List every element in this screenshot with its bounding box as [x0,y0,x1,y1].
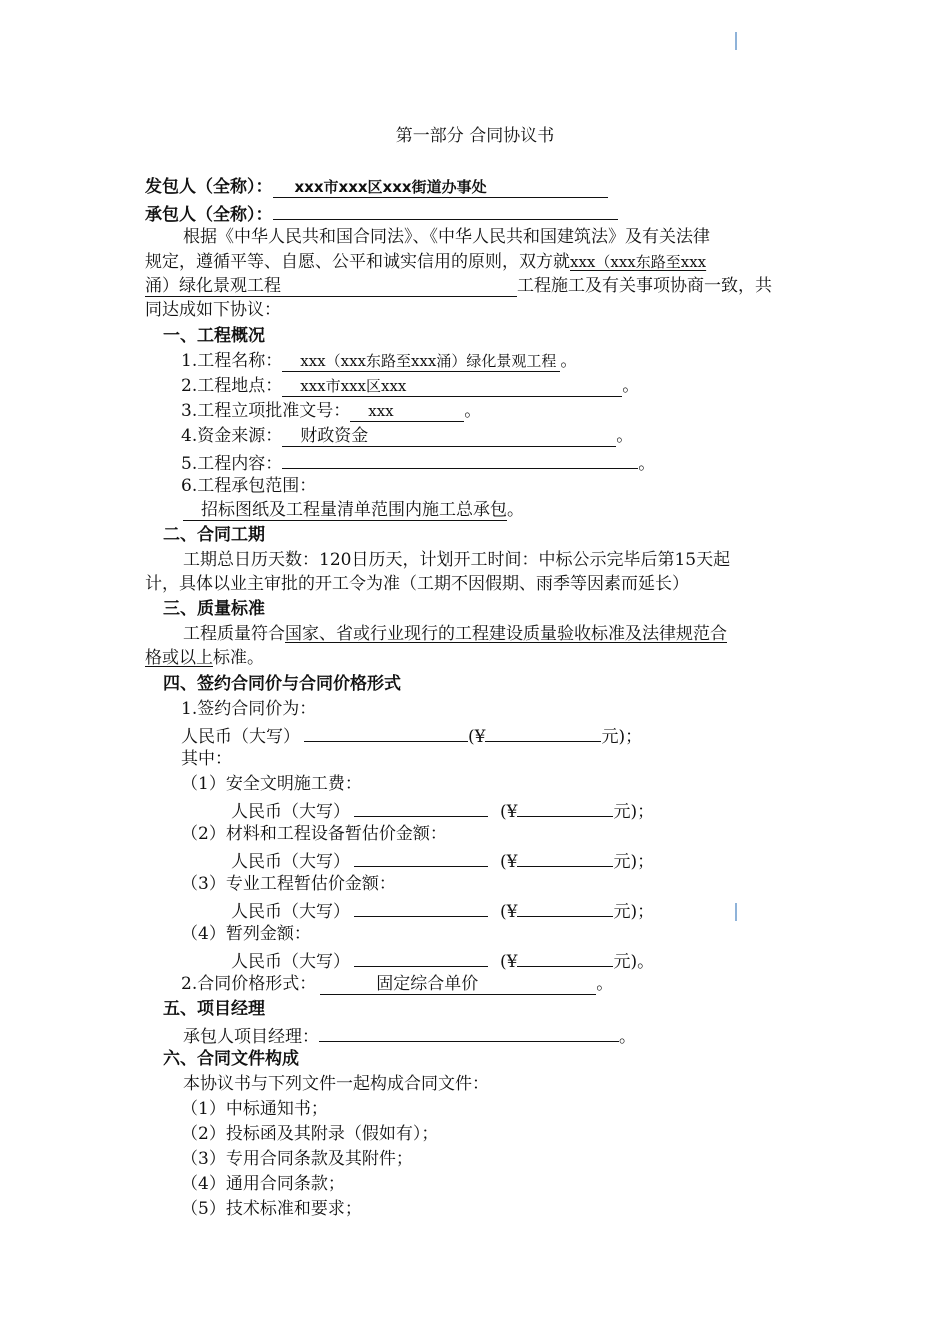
price-form-label: 2.合同价格形式： [181,974,317,994]
scope-value: 招标图纸及工程量清单范围内施工总承包 [183,500,507,521]
yen-amount-blank [517,947,613,967]
scope-label: 6.工程承包范围： [181,476,317,496]
documents-intro: 本协议书与下列文件一起构成合同文件： [183,1074,489,1094]
intro-text: 规定，遵循平等、自愿、公平和诚实信用的原则，双方就 [145,252,570,272]
page-title: 第一部分 合同协议书 [395,126,555,146]
document-item: （4）通用合同条款； [181,1174,345,1194]
duration-line-2: 计，具体以业主审批的开工令为准（工期不因假期、雨季等因素而延长） [145,574,689,594]
quality-line-1 [183,622,727,646]
project-content-line [181,449,655,473]
contract-price-line [181,722,642,746]
intro-line-4: 同达成如下协议： [145,300,281,320]
period: 。 [464,401,482,421]
cursor-mark-middle [735,903,737,921]
provisional-sum-label: （4）暂列金额： [181,924,311,944]
yen-open: (¥ [500,902,518,922]
section-1-heading: 一、工程概况 [163,326,265,346]
yuan-close: 元)； [613,852,655,872]
rmb-words-blank [354,847,488,867]
section-3-heading: 三、质量标准 [163,599,265,619]
period: 。 [507,500,524,520]
material-estimate-line [231,847,654,871]
intro-line-1: 根据《中华人民共和国合同法》、《中华人民共和国建筑法》及有关法律 [183,227,710,247]
scope-line [183,498,524,522]
quality-standard: 国家、省或行业现行的工程建设质量验收标准及法律规范合 [285,624,727,644]
period: 。 [616,426,634,446]
employer-line [145,175,608,199]
rmb-label: 人民币（大写） [231,902,350,922]
rmb-words-blank [354,947,488,967]
project-location-value: xxx市xxx区xxx [282,376,622,397]
document-item: （3）专用合同条款及其附件； [181,1149,413,1169]
contractor-line [145,200,618,224]
section-4-heading: 四、签约合同价与合同价格形式 [163,674,401,694]
material-estimate-label: （2）材料和工程设备暂估价金额： [181,824,447,844]
project-name-part1: xxx（xxx东路至xxx [570,253,707,271]
fund-source-value: 财政资金 [282,426,616,447]
period: 。 [622,376,640,396]
document-item: （1）中标通知书； [181,1099,328,1119]
rmb-label: 人民币（大写） [231,952,350,972]
project-name-part2: 涌）绿化景观工程 [145,276,517,297]
period: 。 [596,974,614,994]
project-name-value: xxx（xxx东路至xxx涌）绿化景观工程 [282,351,560,372]
section-2-heading: 二、合同工期 [163,525,265,545]
contractor-blank [273,200,618,220]
rmb-label: 人民币（大写） [231,852,350,872]
special-works-line [231,897,654,921]
project-location-label: 2.工程地点： [181,376,283,396]
yen-amount-blank [517,847,613,867]
intro-line-2 [145,250,706,274]
project-name-label: 1.工程名称： [181,351,283,371]
yen-amount-blank [485,722,601,742]
approval-label: 3.工程立项批准文号： [181,401,351,421]
yuan-close: 元)； [613,802,655,822]
safety-fee-label: （1）安全文明施工费： [181,774,362,794]
quality-line-2 [145,646,264,670]
among-label: 其中： [181,749,232,769]
price-form-line [181,972,613,996]
approval-line [181,399,481,423]
intro-line-3 [145,274,772,298]
yen-open: (¥ [468,727,486,747]
project-location-line [181,374,639,398]
period: 。 [560,351,578,371]
safety-fee-line [231,797,654,821]
quality-text: 工程质量符合 [183,624,285,644]
document-item: （2）投标函及其附录（假如有）； [181,1124,439,1144]
fund-source-line [181,424,633,448]
fund-source-label: 4.资金来源： [181,426,283,446]
yen-amount-blank [517,897,613,917]
rmb-words-blank [354,797,488,817]
provisional-sum-line [231,947,654,971]
quality-text-end: 标准。 [213,648,264,668]
yen-open: (¥ [500,852,518,872]
yen-amount-blank [517,797,613,817]
project-manager-line [183,1022,636,1046]
yuan-close: 元)。 [613,952,655,972]
duration-line-1: 工期总日历天数：120日历天，计划开工时间：中标公示完毕后第15天起 [183,550,731,570]
rmb-label: 人民币（大写） [181,727,300,747]
section-6-heading: 六、合同文件构成 [163,1049,299,1069]
section-5-heading: 五、项目经理 [163,999,265,1019]
employer-value: xxx市xxx区xxx街道办事处 [273,177,608,198]
project-manager-blank [319,1022,619,1042]
yuan-close: 元)； [601,727,643,747]
rmb-words-blank [354,897,488,917]
period: 。 [619,1027,636,1047]
project-content-label: 5.工程内容： [181,454,283,474]
special-works-label: （3）专业工程暂估价金额： [181,874,396,894]
quality-standard-continued: 格或以上 [145,648,213,668]
project-name-line [181,349,577,373]
employer-label: 发包人（全称）： [145,177,273,197]
rmb-label: 人民币（大写） [231,802,350,822]
yen-open: (¥ [500,952,518,972]
contractor-label: 承包人（全称）： [145,205,273,225]
approval-value: xxx [350,401,464,422]
yen-open: (¥ [500,802,518,822]
price-form-value: 固定综合单价 [320,974,596,995]
rmb-words-blank [304,722,468,742]
project-content-blank [282,449,638,469]
document-item: （5）技术标准和要求； [181,1199,362,1219]
period: 。 [638,454,656,474]
contract-price-label: 1.签约合同价为： [181,699,317,719]
project-manager-label: 承包人项目经理： [183,1027,319,1047]
yuan-close: 元)； [613,902,655,922]
cursor-mark-top [735,32,737,50]
intro-text-continued: 工程施工及有关事项协商一致，共 [517,276,772,296]
